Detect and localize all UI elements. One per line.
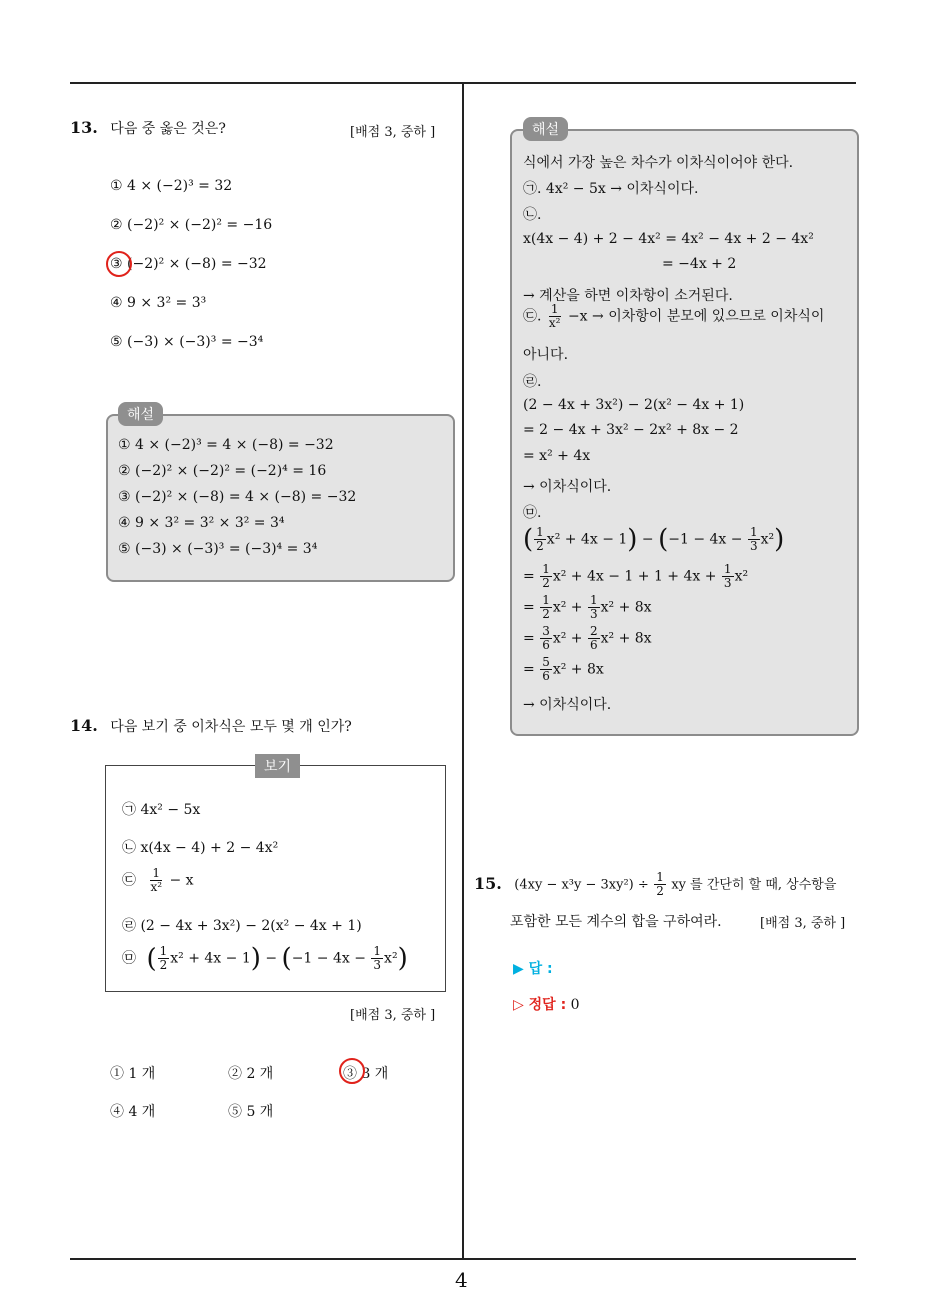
q14-option-5[interactable]: ⑤ 5 개 (228, 1104, 274, 1120)
sol14-line: ㉤. (523, 505, 542, 521)
question-text: 다음 중 옳은 것은? (110, 121, 226, 137)
q14-option-2[interactable]: ② 2 개 (228, 1066, 274, 1082)
question-13-score: [배점 3, 중하 ] (350, 125, 436, 140)
sol14-line: = $\frac{5}{6}$ x² + 8x (523, 655, 604, 683)
bogi-item-e: ㉤ ( $\frac{1}{2}$ x² + 4x − 1) − (−1 − 4x − $\frac{1}{3}$ x²) (122, 943, 408, 974)
sol14-line: x(4x − 4) + 2 − 4x² = 4x² − 4x + 2 − 4x² (523, 231, 814, 247)
sol14-line: (2 − 4x + 3x²) − 2(x² − 4x + 1) (523, 397, 745, 413)
sol14-line: = $\frac{3}{6}$ x² + $\frac{2}{6}$ x² + 8x (523, 624, 652, 652)
sol14-line: 아니다. (523, 347, 569, 363)
q13-option-4[interactable]: ④ 9 × 3² = 3³ (110, 295, 207, 311)
sol14-line: ㉢. $\frac{1}{\text{x²}}$ −x → 이차항이 분모에 있으므로 이차식이 (523, 302, 825, 330)
question-15-line2: 포함한 모든 계수의 합을 구하여라. (510, 914, 722, 930)
sol14-line: ( $\frac{1}{2}$ x² + 4x − 1) − (−1 − 4x − $\frac{1}{3}$ x²) (523, 524, 785, 555)
sol14-line: = $\frac{1}{2}$ x² + 4x − 1 + 1 + 4x + $\frac{1}{3}$ x² (523, 562, 749, 590)
question-14 (70, 716, 352, 736)
bogi-item-d: ㉣ (2 − 4x + 3x²) − 2(x² − 4x + 1) (122, 918, 362, 934)
q14-option-3[interactable]: ③ 3 개 (343, 1066, 389, 1082)
question-number: 13. (70, 118, 98, 137)
correct-answer: ▷ 정답 : 0 (513, 997, 580, 1013)
sol14-line: 식에서 가장 높은 차수가 이차식이어야 한다. (523, 155, 794, 171)
q13-solution-line: ③ (−2)² × (−8) = 4 × (−8) = −32 (118, 489, 357, 505)
answer-circle-mark (106, 251, 132, 277)
q13-option-1[interactable]: ① 4 × (−2)³ = 32 (110, 178, 233, 194)
sol14-line: = x² + 4x (523, 448, 591, 464)
bottom-rule (70, 1258, 856, 1260)
answer-input[interactable]: ▶ 답 : (513, 961, 553, 977)
q14-option-4[interactable]: ④ 4 개 (110, 1104, 156, 1120)
solution-label: 해설 (523, 117, 568, 141)
q13-option-3[interactable]: ③ (−2)² × (−8) = −32 (110, 256, 267, 272)
sol14-line: ㉠. 4x² − 5x → 이차식이다. (523, 181, 699, 197)
sol14-line: = −4x + 2 (662, 256, 737, 272)
question-15-score: [배점 3, 중하 ] (760, 916, 846, 931)
sol14-line: ㉣. (523, 374, 542, 390)
q13-solution-line: ① 4 × (−2)³ = 4 × (−8) = −32 (118, 437, 334, 453)
bogi-item-c: ㉢ $\frac{1}{\text{x²}}$ − x (122, 866, 194, 894)
q13-solution-line: ② (−2)² × (−2)² = (−2)⁴ = 16 (118, 463, 327, 479)
bogi-item-b: ㉡ x(4x − 4) + 2 − 4x² (122, 840, 279, 856)
sol14-line: = $\frac{1}{2}$ x² + $\frac{1}{3}$ x² + 8x (523, 593, 652, 621)
q13-option-2[interactable]: ② (−2)² × (−2)² = −16 (110, 217, 273, 233)
q14-option-1[interactable]: ① 1 개 (110, 1066, 156, 1082)
sol14-line: → 이차식이다. (523, 697, 612, 713)
bogi-item-a: ㉠ 4x² − 5x (122, 802, 201, 818)
question-15: 15. (4xy − x³y − 3xy²) ÷ $\frac{1}{2}$ xy 를 간단히 할 때, 상수항을 (474, 870, 837, 898)
solution-label: 해설 (118, 402, 163, 426)
sol14-line: → 계산을 하면 이차항이 소거된다. (523, 288, 733, 304)
question-number: 14. (70, 716, 98, 735)
q13-solution-line: ⑤ (−3) × (−3)³ = (−3)⁴ = 3⁴ (118, 541, 318, 557)
question-number: 15. (474, 873, 502, 893)
page-number: 4 (455, 1268, 468, 1292)
question-13 (70, 118, 226, 138)
q13-option-5[interactable]: ⑤ (−3) × (−3)³ = −3⁴ (110, 334, 264, 350)
sol14-line: → 이차식이다. (523, 479, 612, 495)
bogi-label: 보기 (255, 754, 300, 778)
sol14-line: ㉡. (523, 207, 542, 223)
question-14-score: [배점 3, 중하 ] (350, 1008, 436, 1023)
answer-circle-mark (339, 1058, 365, 1084)
q13-solution-line: ④ 9 × 3² = 3² × 3² = 3⁴ (118, 515, 285, 531)
column-divider (462, 84, 464, 1258)
sol14-line: = 2 − 4x + 3x² − 2x² + 8x − 2 (523, 422, 739, 438)
question-text: 다음 보기 중 이차식은 모두 몇 개 인가? (110, 719, 352, 735)
